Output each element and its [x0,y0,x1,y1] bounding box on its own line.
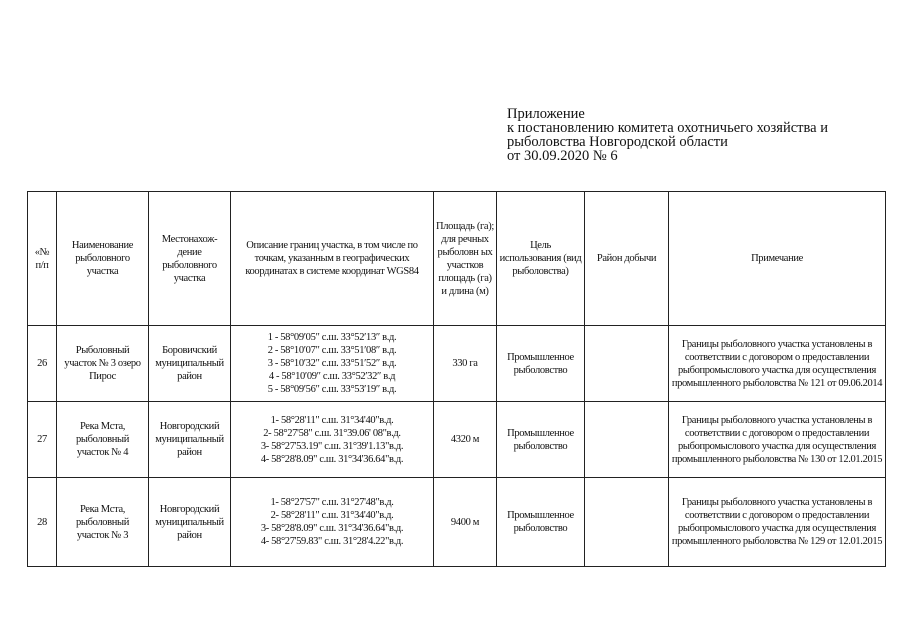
coordinate-point: 4 - 58°10′09″ с.ш. 33°52′32″ в.д [268,371,396,382]
appendix-date: от 30.09.2020 № 6 [507,148,618,164]
appendix-line: рыболовства Новгородской области [507,134,728,150]
row-district [585,326,669,402]
table-row [28,478,886,567]
row-area: 9400 м [434,478,497,567]
table-row [28,326,886,402]
coordinate-point: 4- 58°28'8.09" с.ш. 31°34'36.64"в.д. [260,453,404,465]
row-name: Река Мста, рыболовный участок № 3 [57,478,149,567]
row-number: 26 [28,326,57,402]
row-purpose: Промышленное рыболовство [497,478,585,567]
row-number: 28 [28,478,57,567]
coordinate-point: 2- 58°28'11" с.ш. 31°34'40"в.д. [270,510,394,521]
row-note: Границы рыболовного участка установлены в соответствии с договором о предоставлении рыбопромыслового участка для осуществления промышленного рыболовства № 121 от 09.06.2014 [669,326,886,402]
header-note: Примечание [669,192,886,326]
coordinate-point: 1 - 58°09′05″ с.ш. 33°52′13″ в.д. [267,332,397,343]
header-district: Район добычи [585,192,669,326]
row-location: Новгородский муниципальный район [149,478,231,567]
table-header-row [28,192,886,326]
coordinate-point: 4- 58°27'59.83" с.ш. 31°28'4.22"в.д. [260,536,404,547]
coordinate-point: 3- 58°27'53.19" с.ш. 31°39'1.13"в.д. [260,440,404,452]
row-purpose: Промышленное рыболовство [497,326,585,402]
coordinate-point: 1- 58°28'11" с.ш. 31°34'40"в.д. [270,414,394,426]
appendix-title: Приложение [507,106,585,122]
row-name: Река Мста, рыболовный участок № 4 [57,402,149,478]
coordinate-point: 2- 58°27'58" с.ш. 31°39.06' 08"в.д. [263,427,401,439]
header-boundaries: Описание границ участка, в том числе по точкам, указанным в географических координатах в системе координат WGS84 [231,192,434,326]
header-purpose: Цель использования (вид рыболовства) [497,192,585,326]
row-coordinates [231,402,434,478]
row-name: Рыболовный участок № 3 озеро Пирос [57,326,149,402]
header-number: «№ п/п [28,192,57,326]
row-location: Боровичский муниципальный район [149,326,231,402]
row-purpose: Промышленное рыболовство [497,402,585,478]
header-name: Наименование рыболовного участка [57,192,149,326]
coordinate-point: 5 - 58°09′56″ с.ш. 33°53′19″ в.д. [267,384,397,395]
row-number: 27 [28,402,57,478]
row-coordinates [231,326,434,402]
row-area: 330 га [434,326,497,402]
header-location: Местонахож-дение рыболовного участка [149,192,231,326]
appendix-heading [507,107,828,163]
row-location: Новгородский муниципальный район [149,402,231,478]
row-note: Границы рыболовного участка установлены в соответствии с договором о предоставлении рыбопромыслового участка для осуществления промышленного рыболовства № 129 от 12.01.2015 [669,478,886,567]
header-area: Площадь (га); для речных рыболовн ых участков площадь (га) и длина (м) [434,192,497,326]
fishing-areas-table [27,191,886,567]
row-district [585,402,669,478]
table-row [28,402,886,478]
row-district [585,478,669,567]
coordinate-point: 3- 58°28'8.09" с.ш. 31°34'36.64"в.д. [260,523,404,534]
coordinate-point: 1- 58°27'57" с.ш. 31°27'48"в.д. [270,497,394,508]
row-area: 4320 м [434,402,497,478]
appendix-line: к постановлению комитета охотничьего хозяйства и [507,120,828,136]
row-coordinates [231,478,434,567]
coordinate-point: 3 - 58°10′32″ с.ш. 33°51′52″ в.д. [267,358,397,369]
row-note: Границы рыболовного участка установлены в соответствии с договором о предоставлении рыбопромыслового участка для осуществления промышленного рыболовства № 130 от 12.01.2015 [669,402,886,478]
coordinate-point: 2 - 58°10′07″ с.ш. 33°51′08″ в.д. [267,345,397,356]
